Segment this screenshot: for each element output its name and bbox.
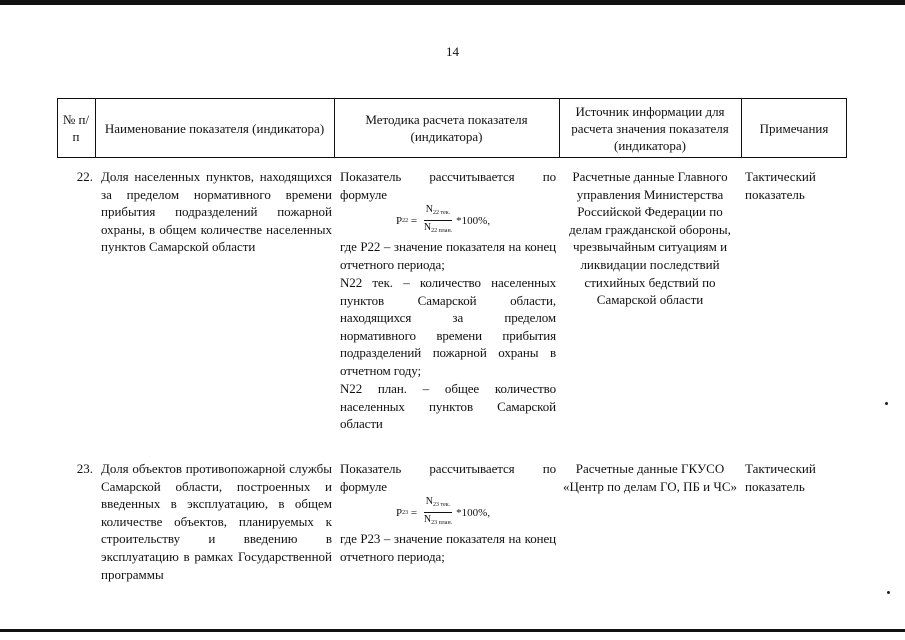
row-22-source: Расчетные данные Главного управления Министерства Российской Федерации по делам гражданской обороны, чрезвычайным ситуациям и ликвидации последствий стихийных бедствий по Самарской области [569, 169, 731, 308]
row-22-method-intro: Показатель рассчитывается по формуле [340, 169, 556, 202]
header-num: № п/п [62, 112, 90, 144]
header-notes: Примечания [759, 120, 829, 136]
row-23-source: Расчетные данные ГКУСО «Центр по делам ГО, ПБ и ЧС» [562, 461, 738, 494]
row-23-formula: P 23 = $\frac{N_{23 тек.}}{N_{23 план.}}$ *100%, [396, 496, 490, 529]
header-method: Методика расчета показателя (индикатора) [365, 112, 528, 144]
bottom-border [0, 629, 905, 632]
row-22-notes: Тактический показатель [745, 169, 816, 202]
row-22-method-p1: где P22 – значение показателя на конец отчетного периода; [340, 239, 556, 272]
top-border [0, 0, 905, 5]
scan-speck [885, 402, 888, 405]
row-23-fraction: $\frac{N_{23 тек.}}{N_{23 план.}}$ [423, 496, 453, 526]
row-23-name: Доля объектов противопожарной службы Самарской области, построенных и введенных в эксплуатацию, в общем количестве объектов, планируемых к строительству и введению в эксплуатацию в рамках Государственной программы [101, 461, 332, 582]
scan-speck [887, 591, 890, 594]
page-number: 14 [446, 44, 459, 59]
row-22-fraction: $\frac{N_{22 тек.}}{N_{22 план.}}$ [423, 204, 453, 234]
row-22-name: Доля населенных пунктов, находящихся за пределом нормативного времени прибытия подразделений пожарной охраны, в общем количестве населенных пунктов Самарской области [101, 169, 332, 255]
row-23-num: 23. [76, 461, 93, 476]
row-22-method-p3: N22 план. – общее количество населенных пунктов Самарской области [340, 381, 556, 432]
row-23-method-p1: где P23 – значение показателя на конец отчетного периода; [340, 531, 556, 564]
row-22-method-p2: N22 тек. – количество населенных пунктов Самарской области, находящихся за пределом нормативного времени прибытия подразделений пожарной охраны в отчетном году; [340, 275, 556, 378]
header-name: Наименование показателя (индикатора) [104, 120, 325, 136]
row-22-num: 22. [76, 169, 93, 184]
row-23-notes: Тактический показатель [745, 461, 816, 494]
row-22-formula: P 22 = $\frac{N_{22 тек.}}{N_{22 план.}}$ *100%, [396, 204, 490, 237]
row-23-method-intro: Показатель рассчитывается по формуле [340, 461, 556, 494]
header-source: Источник информации для расчета значения показателя (индикатора) [571, 103, 729, 153]
